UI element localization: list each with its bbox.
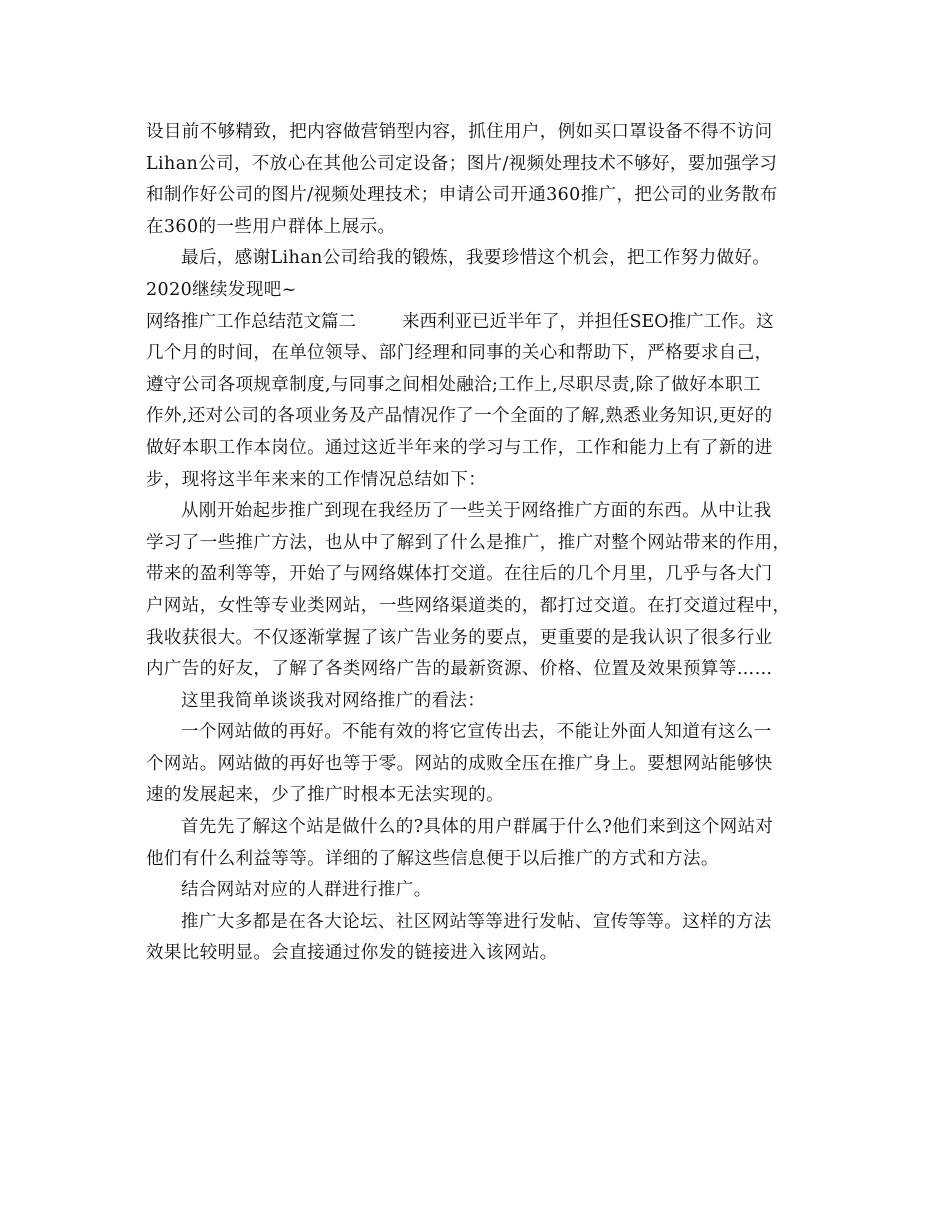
text-line: 作外,还对公司的各项业务及产品情况作了一个全面的了解,熟悉业务知识,更好的 xyxy=(146,406,773,427)
paragraph-first-line: 这里我简单谈谈我对网络推广的看法： xyxy=(181,690,486,711)
text-line: 带来的盈利等等，开始了与网络媒体打交道。在往后的几个月里，几乎与各大门 xyxy=(146,564,773,585)
text-line: 2020继续发现吧~ xyxy=(146,279,297,300)
text-line: 速的发展起来，少了推广时根本无法实现的。 xyxy=(146,785,504,806)
text-line: 几个月的时间，在单位领导、部门经理和同事的关心和帮助下，严格要求自己， xyxy=(146,343,773,364)
paragraph-first-line: 首先先了解这个站是做什么的?具体的用户群属于什么?他们来到这个网站对 xyxy=(181,817,774,838)
text-line: 户网站，女性等专业类网站，一些网络渠道类的，都打过交道。在打交道过程中， xyxy=(146,595,791,616)
section-heading-line xyxy=(146,307,810,339)
paragraph-first-line: 从刚开始起步推广到现在我经历了一些关于网络推广方面的东西。从中让我 xyxy=(181,501,772,522)
text-line: Lihan公司，不放心在其他公司定设备；图片/视频处理技术不够好，要加强学习 xyxy=(146,153,778,174)
text-line: 我收获很大。不仅逐渐掌握了该广告业务的要点，更重要的是我认识了很多行业 xyxy=(146,627,773,648)
text-line: 学习了一些推广方法，也从中了解到了什么是推广，推广对整个网站带来的作用， xyxy=(146,532,791,553)
text-line: 个网站。网站做的再好也等于零。网站的成败全压在推广身上。要想网站能够快 xyxy=(146,753,773,774)
text-line: 效果比较明显。会直接通过你发的链接进入该网站。 xyxy=(146,943,558,964)
text-line: 内广告的好友，了解了各类网络广告的最新资源、价格、位置及效果预算等…… xyxy=(146,659,773,680)
paragraph-first-line: 推广大多都是在各大论坛、社区网站等等进行发帖、宣传等等。这样的方法 xyxy=(181,911,772,932)
section-heading-title: 网络推广工作总结范文篇二 xyxy=(146,311,356,332)
text-line: 遵守公司各项规章制度,与同事之间相处融洽;工作上,尽职尽责,除了做好本职工 xyxy=(146,374,761,395)
text-line: 步，现将这半年来来的工作情况总结如下： xyxy=(146,469,487,490)
text-line: 做好本职工作本岗位。通过这近半年来的学习与工作，工作和能力上有了新的进 xyxy=(146,437,773,458)
text-line: 他们有什么利益等等。详细的了解这些信息便于以后推广的方式和方法。 xyxy=(146,848,719,869)
document-body xyxy=(146,117,810,970)
text-line: 和制作好公司的图片/视频处理技术；申请公司开通360推广，把公司的业务散布 xyxy=(146,185,778,206)
section-first-text: 来西利亚已近半年了，并担任SEO推广工作。这 xyxy=(402,311,774,332)
paragraph-first-line: 最后，感谢Lihan公司给我的锻炼，我要珍惜这个机会，把工作努力做好。 xyxy=(181,248,771,269)
paragraph-first-line: 一个网站做的再好。不能有效的将它宣传出去，不能让外面人知道有这么一 xyxy=(181,722,772,743)
text-line: 在360的一些用户群体上展示。 xyxy=(146,216,396,237)
paragraph-first-line: 结合网站对应的人群进行推广。 xyxy=(181,880,432,901)
text-line: 设目前不够精致，把内容做营销型内容，抓住用户，例如买口罩设备不得不访问 xyxy=(146,122,773,142)
